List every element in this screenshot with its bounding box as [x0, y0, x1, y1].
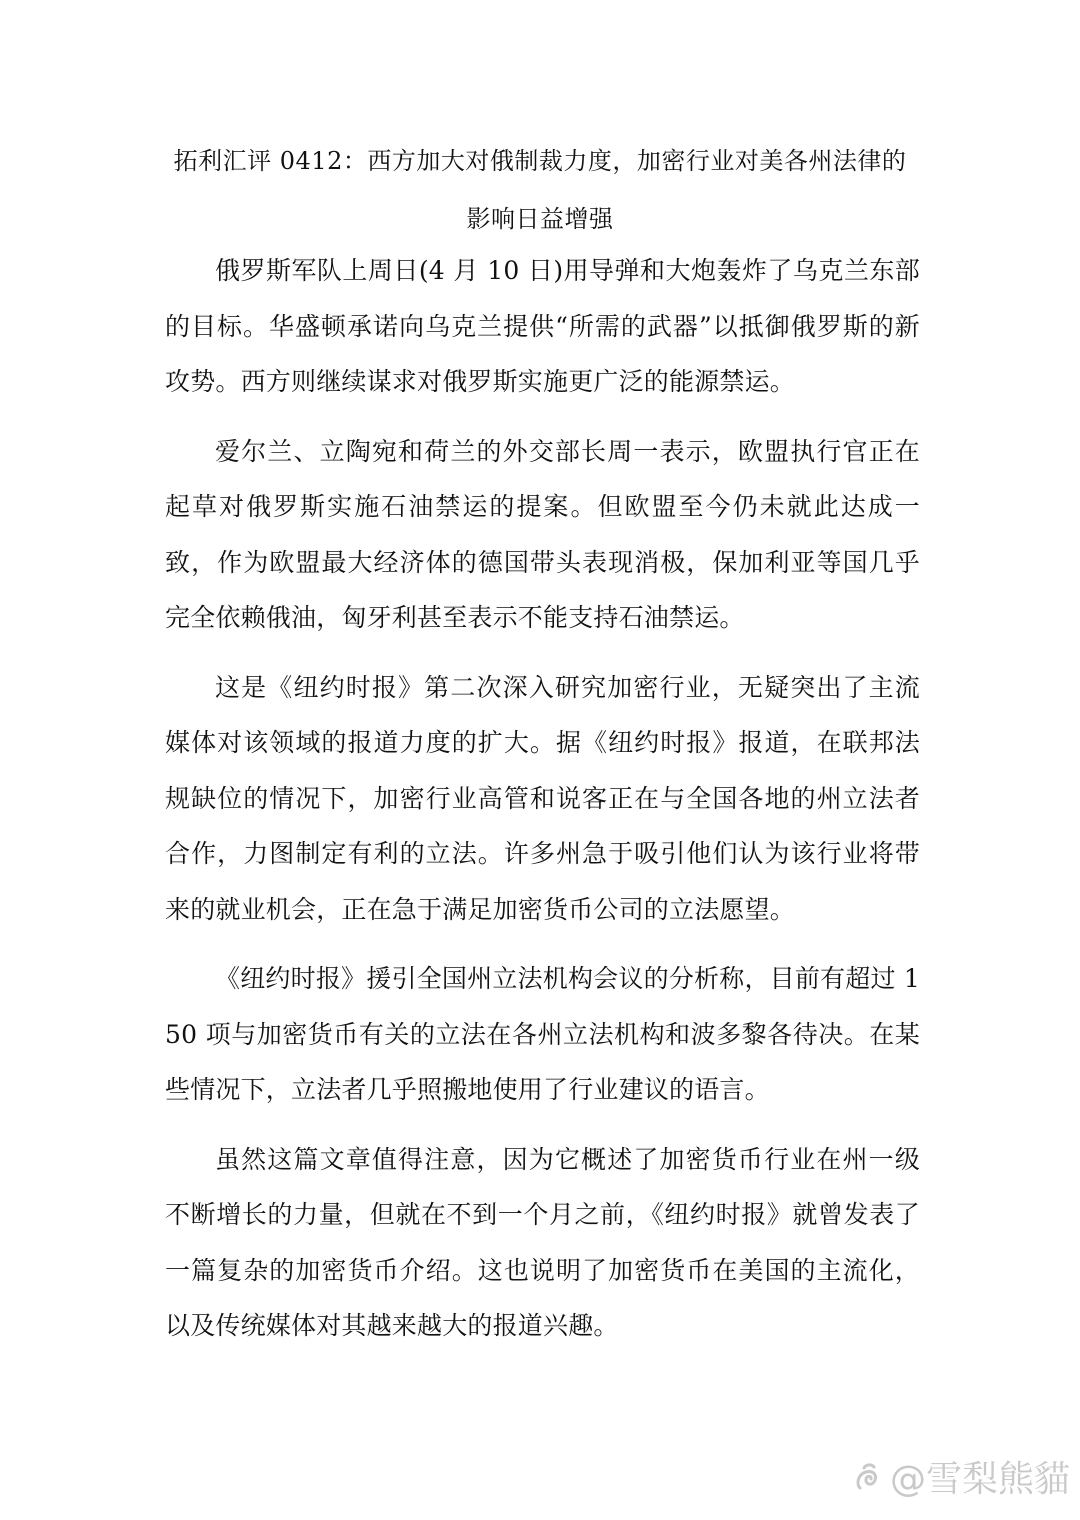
paragraph-4: 《纽约时报》援引全国州立法机构会议的分析称，目前有超过 150 项与加密货币有关的立法在各州立法机构和波多黎各待决。在某些情况下，立法者几乎照搬地使用了行业建议的语言。 [165, 964, 920, 1104]
title-line-1: 拓利汇评 0412：西方加大对俄制裁力度，加密行业对美各州法律的 [173, 147, 907, 175]
paragraph-1: 俄罗斯军队上周日(4 月 10 日)用导弹和大炮轰炸了乌克兰东部的目标。华盛顿承诺向乌克兰提供“所需的武器”以抵御俄罗斯的新攻势。西方则继续谋求对俄罗斯实施更广泛的能源禁运。 [165, 256, 920, 396]
paragraph-2: 爱尔兰、立陶宛和荷兰的外交部长周一表示，欧盟执行官正在起草对俄罗斯实施石油禁运的提案。但欧盟至今仍未就此达成一致，作为欧盟最大经济体的德国带头表现消极，保加利亚等国几乎完全依赖俄油，匈牙利甚至表示不能支持石油禁运。 [165, 436, 920, 632]
paragraph-3: 这是《纽约时报》第二次深入研究加密行业，无疑突出了主流媒体对该领域的报道力度的扩大。据《纽约时报》报道，在联邦法规缺位的情况下，加密行业高管和说客正在与全国各地的州立法者合作，力图制定有利的立法。许多州急于吸引他们认为该行业将带来的就业机会，正在急于满足加密货币公司的立法愿望。 [165, 672, 920, 924]
document-title [150, 132, 930, 248]
document-body [165, 243, 920, 1368]
watermark [850, 1451, 1070, 1502]
watermark-text: @雪梨熊貓 [889, 1459, 1070, 1500]
snowball-logo-icon [850, 1460, 884, 1494]
title-line-2: 影响日益增强 [466, 205, 614, 233]
paragraph-5: 虽然这篇文章值得注意，因为它概述了加密货币行业在州一级不断增长的力量，但就在不到一个月之前，《纽约时报》就曾发表了一篇复杂的加密货币介绍。这也说明了加密货币在美国的主流化，以及传统媒体对其越来越大的报道兴趣。 [165, 1144, 920, 1340]
